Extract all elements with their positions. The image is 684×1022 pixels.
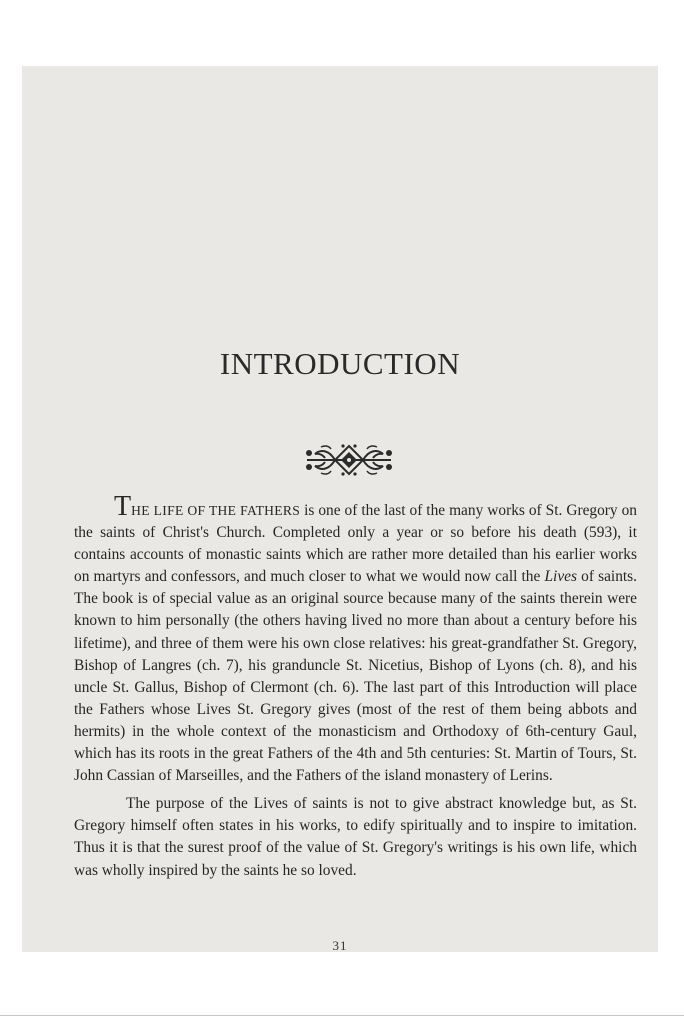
fleuron-ornament-icon xyxy=(301,443,397,477)
page-title: INTRODUCTION xyxy=(219,346,461,381)
body-text xyxy=(74,491,638,882)
book-page xyxy=(22,66,658,952)
paragraph-1-text-a: is one of the last of the many works of St. Gregory on the saints of Christ's Church. Completed only a year or so before his death (593), it contains accounts of monastic saints which are rather more detailed than his earlier works on martyrs and confessors, and much closer to what we would now call the xyxy=(74,502,637,586)
drop-cap: T xyxy=(114,491,132,522)
page-number: 31 xyxy=(332,938,348,953)
italic-lives: Lives xyxy=(544,568,577,586)
paragraph-1 xyxy=(74,491,638,787)
paragraph-1-text-b: of saints. The book is of special value as an original source because many of the saints therein were known to him personally (the others having lived no more than about a century before his lifetime), and three of them were his own close relatives: his great-grandfather St. Gregory, Bishop of Langres (ch. 7), his granduncle St. Nicetius, Bishop of Lyons (ch. 8), and his uncle St. Gallus, Bishop of Clermont (ch. 6). The last part of this Introduction will place the Fathers whose Lives St. Gregory gives (most of the rest of them being abbots and hermits) in the whole context of the monasticism and Orthodoxy of 6th-century Gaul, which has its roots in the great Fathers of the 4th and 5th centuries: St. Martin of Tours, St. John Cassian of Marseilles, and the Fathers of the island monastery of Lerins. xyxy=(74,568,638,785)
book-title-smallcaps: HE LIFE OF THE FATHERS xyxy=(131,503,301,518)
bottom-divider xyxy=(0,1015,684,1016)
paragraph-2: The purpose of the Lives of saints is not to give abstract knowledge but, as St. Gregory himself often states in his works, to edify spiritually and to inspire to imitation. Thus it is that the surest proof of the value of St. Gregory's writings is his own life, which was wholly inspired by the saints he so loved. xyxy=(74,795,637,879)
